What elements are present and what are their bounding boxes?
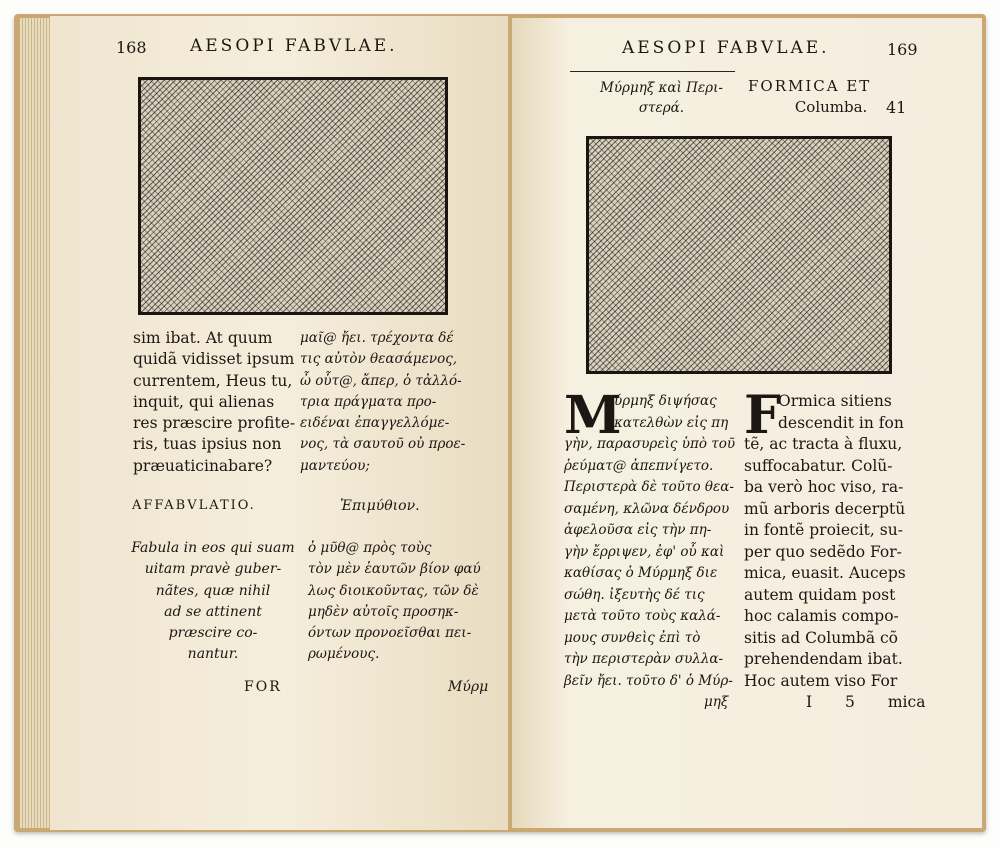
latin-fable-title	[748, 76, 871, 118]
text-line: res præscire profite-	[133, 414, 296, 433]
running-head: AESOPI FABVLAE.	[622, 38, 830, 58]
text-line: ris, tuas ipsius non	[133, 435, 282, 454]
text-line: μαντεύου;	[300, 457, 370, 474]
catchword-latin: FOR	[244, 679, 282, 695]
text-line: τὴν περιστερὰν συλλα-	[564, 651, 724, 667]
text-line: σώθη. ἰξευτὴς δέ τις	[564, 586, 705, 603]
catchword-greek: Μύρμ	[448, 679, 489, 695]
text-line: ειδέναι ἐπαγγελλόμε-	[300, 415, 450, 432]
text-line: FORMICA ET	[748, 77, 872, 95]
text-line: όντων προνοεῖσθαι πει-	[308, 625, 472, 642]
text-line: ad se attinent	[164, 603, 262, 620]
text-line: sitis ad Columbã cõ	[744, 628, 899, 647]
text-line: autem quidam post	[744, 585, 896, 604]
text-line: quidã vidisset ipsum	[133, 350, 295, 369]
page-number: 169	[887, 40, 918, 59]
moral-heading-latin: AFFABVLATIO.	[132, 498, 256, 513]
greek-text-column	[300, 328, 475, 477]
right-page	[512, 18, 982, 828]
text-line: λως διοικοῦντας, τῶν δὲ	[308, 582, 479, 599]
moral-latin	[128, 538, 298, 666]
text-line: γὴν ἔρριψεν, ἐφ' οὗ καὶ	[564, 543, 725, 560]
text-line: τις αὐτὸν θεασάμενος,	[300, 351, 458, 368]
text-line: ὁ μῦθ@ πρὸς τοὺς	[308, 540, 432, 556]
text-line: τὸν μὲν ἑαυτῶν βίον φαύ	[308, 561, 481, 578]
text-line: præuaticinabare?	[133, 456, 273, 475]
text-line: μηξ	[704, 694, 729, 710]
text-line: Fabula in eos qui suam	[131, 540, 295, 556]
text-line: στερά.	[638, 100, 685, 116]
text-line: Ormica sitiens	[778, 392, 892, 410]
text-line: sim ibat. At quum	[133, 329, 273, 347]
text-line: descendit in fon	[778, 413, 904, 432]
text-line: mica, euasit. Auceps	[744, 564, 906, 582]
text-line: ύρμηξ διψήσας	[614, 393, 717, 409]
text-line: Columba.	[794, 98, 868, 116]
page-edges	[20, 18, 52, 828]
text-line: ῥεύματ@ ἀπεπνίγετο.	[564, 457, 714, 474]
text-line: μους συνθεὶς ἐπὶ τὸ	[564, 629, 701, 646]
catchword: mica	[887, 693, 926, 711]
moral-greek	[308, 538, 483, 666]
text-line: mũ arboris decerptũ	[744, 499, 906, 518]
text-line: per quo sedẽdo For-	[744, 542, 902, 561]
latin-text-column	[133, 328, 296, 477]
text-line: Hoc autem viso For	[744, 671, 898, 690]
text-line: νος, τὰ σαυτοῦ οὐ προε-	[300, 436, 466, 453]
greek-text-column	[564, 385, 739, 714]
title-rule	[570, 71, 735, 72]
woodcut-illustration-ant-and-dove	[586, 136, 892, 374]
text-line: ἀφελοῦσα εἰς τὴν πη-	[564, 522, 712, 538]
greek-fable-title	[600, 78, 723, 118]
text-line: μηδὲν αὐτοῖς προσηκ-	[308, 603, 459, 620]
latin-dropcap: F	[744, 385, 781, 446]
greek-dropcap: M	[564, 385, 622, 446]
text-line: κατελθὼν εἰς πη	[614, 414, 729, 431]
page-number: 168	[116, 38, 147, 57]
text-line: μετὰ τοῦτο τοὺς καλά-	[564, 608, 721, 624]
woodcut-illustration-street-scene	[138, 77, 448, 315]
text-line: nantur.	[187, 646, 239, 663]
fable-number: 41	[886, 98, 907, 117]
text-line: Περιστερὰ δὲ τοῦτο θεα-	[564, 479, 734, 495]
text-line: ὦ οὗτ@, ἄπερ, ὁ τἀλλό-	[300, 372, 462, 389]
text-line: σαμένη, κλῶνα δένδρου	[564, 500, 730, 517]
text-line: καθίσας ὁ Μύρμηξ διε	[564, 565, 718, 581]
text-line: tẽ, ac tracta à fluxu,	[744, 435, 903, 453]
text-line: suffocabatur. Colũ-	[744, 456, 893, 475]
running-head: AESOPI FABVLAE.	[190, 36, 398, 56]
text-line: hoc calamis compo-	[744, 607, 899, 625]
latin-text-column	[744, 385, 926, 714]
text-line: currentem, Heus tu,	[133, 371, 293, 390]
text-line: τρια πράγματα προ-	[300, 393, 437, 410]
moral-heading-greek: Ἐπιμύθιον.	[340, 498, 420, 514]
text-line: prehendendam ibat.	[744, 650, 903, 668]
text-line: βεῖν ἤει. τοῦτο δ' ὁ Μύρ-	[564, 672, 733, 689]
text-line: nãtes, quæ nihil	[155, 582, 271, 599]
signature-mark: I 5	[806, 693, 855, 711]
text-line: in fontẽ proiecit, su-	[744, 521, 903, 539]
text-line: μαῖ@ ἤει. τρέχοντα δέ	[300, 330, 454, 346]
left-page	[50, 16, 508, 830]
text-line: uitam pravè guber-	[144, 561, 282, 578]
text-line: ρωμένους.	[308, 646, 380, 663]
text-line: Μύρμηξ καὶ Περι-	[600, 80, 723, 96]
text-line: ba verò hoc viso, ra-	[744, 478, 904, 496]
text-line: γὴν, παρασυρεὶς ὑπὸ τοῦ	[564, 436, 736, 452]
text-line: præscire co-	[168, 625, 258, 642]
text-line: inquit, qui alienas	[133, 392, 275, 411]
